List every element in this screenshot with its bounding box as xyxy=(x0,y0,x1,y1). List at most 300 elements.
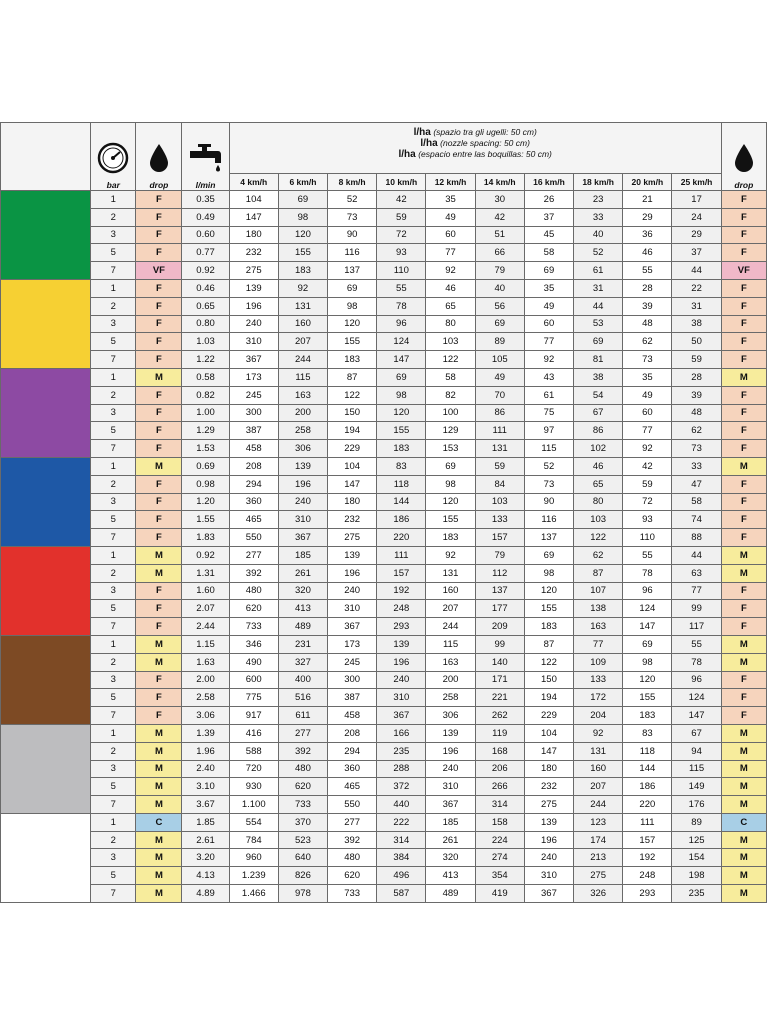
rate-cell: 90 xyxy=(328,226,377,244)
rate-cell: 204 xyxy=(574,707,623,725)
rate-cell: 67 xyxy=(574,404,623,422)
rate-cell: 180 xyxy=(524,760,573,778)
bar-cell: 1 xyxy=(91,279,136,297)
lmin-cell: 1.96 xyxy=(182,742,229,760)
drop-cell: F xyxy=(136,404,182,422)
speed-label: 4 km/h xyxy=(240,177,268,187)
rate-cell: 81 xyxy=(574,351,623,369)
rate-cell: 138 xyxy=(574,600,623,618)
rate-cell: 87 xyxy=(524,635,573,653)
rate-cell: 131 xyxy=(574,742,623,760)
bar-cell: 2 xyxy=(91,475,136,493)
rate-cell: 248 xyxy=(623,867,672,885)
rate-cell: 490 xyxy=(229,653,278,671)
drop-cell: F xyxy=(136,511,182,529)
rate-cell: 139 xyxy=(278,457,327,475)
lmin-cell: 1.85 xyxy=(182,813,229,831)
drop-right-cell: F xyxy=(721,404,766,422)
bar-cell: 5 xyxy=(91,511,136,529)
rate-cell: 73 xyxy=(328,208,377,226)
lmin-cell: 1.31 xyxy=(182,564,229,582)
drop-cell: M xyxy=(136,885,182,903)
rate-cell: 288 xyxy=(377,760,426,778)
rate-cell: 588 xyxy=(229,742,278,760)
rate-cell: 84 xyxy=(475,475,524,493)
rate-cell: 39 xyxy=(623,297,672,315)
lmin-cell: 0.80 xyxy=(182,315,229,333)
rate-cell: 43 xyxy=(524,368,573,386)
rate-cell: 274 xyxy=(475,849,524,867)
rate-cell: 209 xyxy=(475,618,524,636)
rate-cell: 120 xyxy=(623,671,672,689)
rate-cell: 183 xyxy=(328,351,377,369)
rate-cell: 620 xyxy=(328,867,377,885)
rate-cell: 157 xyxy=(623,831,672,849)
rate-cell: 139 xyxy=(328,546,377,564)
drop-cell: F xyxy=(136,618,182,636)
rate-cell: 183 xyxy=(524,618,573,636)
lmin-cell: 0.82 xyxy=(182,386,229,404)
drop-right-cell: F xyxy=(721,707,766,725)
rate-cell: 30 xyxy=(475,191,524,209)
rate-cell: 147 xyxy=(623,618,672,636)
rate-cell: 235 xyxy=(672,885,721,903)
rate-cell: 275 xyxy=(328,529,377,547)
rate-cell: 550 xyxy=(328,796,377,814)
bar-cell: 1 xyxy=(91,635,136,653)
bar-cell: 7 xyxy=(91,440,136,458)
rate-cell: 86 xyxy=(574,422,623,440)
speed-label-row xyxy=(230,173,721,190)
drop-right-cell: F xyxy=(721,244,766,262)
rate-cell: 42 xyxy=(475,208,524,226)
rate-cell: 61 xyxy=(574,262,623,280)
bar-cell: 1 xyxy=(91,368,136,386)
drop-right-cell: F xyxy=(721,386,766,404)
rate-cell: 61 xyxy=(524,386,573,404)
rate-cell: 120 xyxy=(377,404,426,422)
lmin-cell: 4.13 xyxy=(182,867,229,885)
drop-right-cell: F xyxy=(721,422,766,440)
rate-cell: 92 xyxy=(623,440,672,458)
rate-cell: 46 xyxy=(426,279,475,297)
rate-cell: 207 xyxy=(574,778,623,796)
lmin-cell: 4.89 xyxy=(182,885,229,903)
rate-cell: 62 xyxy=(672,422,721,440)
rate-cell: 222 xyxy=(377,813,426,831)
rate-note-es: (espacio entre las boquillas: 50 cm) xyxy=(418,149,552,159)
rate-cell: 59 xyxy=(672,351,721,369)
drop-right-cell: F xyxy=(721,226,766,244)
rate-cell: 92 xyxy=(524,351,573,369)
rate-cell: 36 xyxy=(623,226,672,244)
rate-cell: 62 xyxy=(574,546,623,564)
rate-cell: 17 xyxy=(672,191,721,209)
bar-cell: 1 xyxy=(91,191,136,209)
rate-cell: 97 xyxy=(524,422,573,440)
table-row xyxy=(1,475,767,493)
nozzle-color-swatch xyxy=(1,546,91,635)
rate-cell: 69 xyxy=(623,635,672,653)
rate-cell: 83 xyxy=(623,724,672,742)
rate-cell: 198 xyxy=(672,867,721,885)
drop-cell: F xyxy=(136,600,182,618)
rate-cell: 66 xyxy=(475,244,524,262)
drop-right-cell: F xyxy=(721,297,766,315)
rate-cell: 40 xyxy=(574,226,623,244)
rate-cell: 244 xyxy=(574,796,623,814)
rate-cell: 117 xyxy=(672,618,721,636)
table-row xyxy=(1,618,767,636)
rate-cell: 172 xyxy=(574,689,623,707)
bar-cell: 2 xyxy=(91,653,136,671)
rate-cell: 125 xyxy=(672,831,721,849)
rate-cell: 51 xyxy=(475,226,524,244)
drop-cell: M xyxy=(136,546,182,564)
rate-cell: 46 xyxy=(623,244,672,262)
rate-cell: 124 xyxy=(623,600,672,618)
rate-cell: 244 xyxy=(278,351,327,369)
rate-cell: 79 xyxy=(475,262,524,280)
header-blank-cell xyxy=(1,123,91,191)
bar-cell: 7 xyxy=(91,707,136,725)
rate-cell: 155 xyxy=(377,422,426,440)
rate-cell: 166 xyxy=(377,724,426,742)
rate-cell: 930 xyxy=(229,778,278,796)
lmin-cell: 3.20 xyxy=(182,849,229,867)
rate-cell: 137 xyxy=(328,262,377,280)
table-body xyxy=(1,191,767,903)
rate-cell: 31 xyxy=(574,279,623,297)
table-row xyxy=(1,315,767,333)
drop-cell: M xyxy=(136,796,182,814)
drop-cell: M xyxy=(136,368,182,386)
table-row xyxy=(1,351,767,369)
rate-cell: 33 xyxy=(574,208,623,226)
rate-cell: 29 xyxy=(672,226,721,244)
header-rate-cell xyxy=(229,123,721,191)
rate-cell: 200 xyxy=(426,671,475,689)
rate-cell: 277 xyxy=(278,724,327,742)
rate-cell: 100 xyxy=(426,404,475,422)
rate-cell: 392 xyxy=(328,831,377,849)
rate-cell: 171 xyxy=(475,671,524,689)
rate-cell: 416 xyxy=(229,724,278,742)
lmin-cell: 0.60 xyxy=(182,226,229,244)
speed-label: 6 km/h xyxy=(278,174,327,190)
rate-cell: 55 xyxy=(672,635,721,653)
bar-cell: 2 xyxy=(91,564,136,582)
drop-right-cell: M xyxy=(721,724,766,742)
rate-cell: 419 xyxy=(475,885,524,903)
rate-cell: 139 xyxy=(229,279,278,297)
rate-cell: 92 xyxy=(426,262,475,280)
rate-cell: 93 xyxy=(623,511,672,529)
rate-cell: 120 xyxy=(426,493,475,511)
rate-cell: 83 xyxy=(377,457,426,475)
header-row xyxy=(1,123,767,191)
rate-unit-es: l/ha xyxy=(398,149,416,160)
bar-cell: 5 xyxy=(91,778,136,796)
table-row xyxy=(1,244,767,262)
drop-right-cell: F xyxy=(721,191,766,209)
table-row xyxy=(1,849,767,867)
rate-cell: 207 xyxy=(426,600,475,618)
rate-cell: 109 xyxy=(574,653,623,671)
drop-right-cell: F xyxy=(721,671,766,689)
lmin-cell: 0.46 xyxy=(182,279,229,297)
rate-cell: 310 xyxy=(328,600,377,618)
drop-right-cell: F xyxy=(721,529,766,547)
rate-cell: 46 xyxy=(574,457,623,475)
rate-cell: 72 xyxy=(623,493,672,511)
drop-cell: F xyxy=(136,226,182,244)
rate-cell: 89 xyxy=(672,813,721,831)
lmin-cell: 1.83 xyxy=(182,529,229,547)
rate-cell: 240 xyxy=(229,315,278,333)
rate-cell: 31 xyxy=(672,297,721,315)
rate-cell: 129 xyxy=(426,422,475,440)
rate-cell: 231 xyxy=(278,635,327,653)
nozzle-table-container xyxy=(0,122,767,900)
rate-cell: 458 xyxy=(328,707,377,725)
rate-cell: 826 xyxy=(278,867,327,885)
rate-cell: 480 xyxy=(278,760,327,778)
rate-cell: 105 xyxy=(475,351,524,369)
rate-cell: 917 xyxy=(229,707,278,725)
rate-cell: 70 xyxy=(475,386,524,404)
nozzle-color-swatch xyxy=(1,279,91,368)
rate-cell: 587 xyxy=(377,885,426,903)
table-row xyxy=(1,600,767,618)
lmin-cell: 1.15 xyxy=(182,635,229,653)
rate-cell: 183 xyxy=(278,262,327,280)
rate-cell: 87 xyxy=(574,564,623,582)
drop-cell: M xyxy=(136,457,182,475)
drop-right-cell: M xyxy=(721,867,766,885)
bar-cell: 2 xyxy=(91,386,136,404)
drop-cell: F xyxy=(136,191,182,209)
rate-cell: 98 xyxy=(524,564,573,582)
rate-cell: 77 xyxy=(524,333,573,351)
bar-cell: 1 xyxy=(91,546,136,564)
rate-cell: 244 xyxy=(426,618,475,636)
speed-label: 10 km/h xyxy=(376,174,425,190)
rate-cell: 120 xyxy=(524,582,573,600)
drop-cell: F xyxy=(136,297,182,315)
lmin-cell: 0.92 xyxy=(182,546,229,564)
drop-right-cell: M xyxy=(721,831,766,849)
rate-cell: 37 xyxy=(524,208,573,226)
rate-cell: 52 xyxy=(328,191,377,209)
rate-cell: 77 xyxy=(574,635,623,653)
rate-cell: 489 xyxy=(278,618,327,636)
rate-cell: 35 xyxy=(524,279,573,297)
rate-cell: 124 xyxy=(377,333,426,351)
table-row xyxy=(1,885,767,903)
rate-cell: 550 xyxy=(229,529,278,547)
bar-cell: 1 xyxy=(91,724,136,742)
rate-cell: 45 xyxy=(524,226,573,244)
rate-cell: 245 xyxy=(229,386,278,404)
rate-cell: 111 xyxy=(475,422,524,440)
rate-cell: 144 xyxy=(377,493,426,511)
drop-cell: F xyxy=(136,386,182,404)
drop-cell: F xyxy=(136,707,182,725)
rate-cell: 300 xyxy=(328,671,377,689)
drop-label: drop xyxy=(149,180,169,190)
rate-cell: 49 xyxy=(426,208,475,226)
rate-cell: 261 xyxy=(426,831,475,849)
rate-cell: 133 xyxy=(574,671,623,689)
table-row xyxy=(1,689,767,707)
rate-cell: 78 xyxy=(672,653,721,671)
rate-cell: 240 xyxy=(426,760,475,778)
drop-cell: M xyxy=(136,635,182,653)
rate-cell: 207 xyxy=(278,333,327,351)
table-row xyxy=(1,796,767,814)
rate-cell: 275 xyxy=(229,262,278,280)
rate-cell: 258 xyxy=(426,689,475,707)
rate-cell: 92 xyxy=(426,546,475,564)
rate-cell: 277 xyxy=(328,813,377,831)
rate-cell: 186 xyxy=(623,778,672,796)
table-row xyxy=(1,511,767,529)
rate-cell: 153 xyxy=(426,440,475,458)
rate-cell: 733 xyxy=(278,796,327,814)
drop-right-cell: F xyxy=(721,351,766,369)
header-drop-right-cell xyxy=(721,123,766,191)
rate-cell: 107 xyxy=(574,582,623,600)
rate-cell: 104 xyxy=(229,191,278,209)
rate-cell: 28 xyxy=(672,368,721,386)
rate-cell: 118 xyxy=(623,742,672,760)
rate-cell: 400 xyxy=(278,671,327,689)
rate-cell: 69 xyxy=(475,315,524,333)
rate-cell: 147 xyxy=(229,208,278,226)
rate-cell: 50 xyxy=(672,333,721,351)
rate-cell: 49 xyxy=(475,368,524,386)
table-row xyxy=(1,671,767,689)
rate-cell: 80 xyxy=(426,315,475,333)
rate-cell: 29 xyxy=(623,208,672,226)
bar-cell: 5 xyxy=(91,244,136,262)
drop-cell: F xyxy=(136,440,182,458)
rate-cell: 115 xyxy=(278,368,327,386)
lmin-cell: 2.61 xyxy=(182,831,229,849)
rate-cell: 392 xyxy=(278,742,327,760)
table-row xyxy=(1,867,767,885)
table-row xyxy=(1,742,767,760)
rate-cell: 248 xyxy=(377,600,426,618)
bar-cell: 3 xyxy=(91,671,136,689)
rate-cell: 229 xyxy=(524,707,573,725)
table-row xyxy=(1,564,767,582)
rate-cell: 155 xyxy=(623,689,672,707)
rate-cell: 154 xyxy=(672,849,721,867)
rate-cell: 784 xyxy=(229,831,278,849)
rate-cell: 611 xyxy=(278,707,327,725)
drop-right-cell: F xyxy=(721,582,766,600)
rate-cell: 387 xyxy=(328,689,377,707)
bar-cell: 2 xyxy=(91,208,136,226)
rate-cell: 62 xyxy=(623,333,672,351)
rate-cell: 139 xyxy=(377,635,426,653)
bar-cell: 5 xyxy=(91,689,136,707)
rate-cell: 326 xyxy=(574,885,623,903)
rate-cell: 261 xyxy=(278,564,327,582)
lmin-cell: 1.22 xyxy=(182,351,229,369)
rate-cell: 310 xyxy=(524,867,573,885)
table-row xyxy=(1,778,767,796)
rate-cell: 111 xyxy=(623,813,672,831)
rate-cell: 59 xyxy=(377,208,426,226)
lmin-cell: 1.39 xyxy=(182,724,229,742)
rate-cell: 147 xyxy=(328,475,377,493)
rate-cell: 98 xyxy=(623,653,672,671)
rate-cell: 465 xyxy=(229,511,278,529)
drop-cell: F xyxy=(136,315,182,333)
rate-cell: 58 xyxy=(672,493,721,511)
rate-cell: 183 xyxy=(377,440,426,458)
rate-cell: 413 xyxy=(426,867,475,885)
rate-cell: 137 xyxy=(475,582,524,600)
rate-cell: 240 xyxy=(278,493,327,511)
lmin-cell: 0.35 xyxy=(182,191,229,209)
rate-cell: 200 xyxy=(278,404,327,422)
rate-cell: 300 xyxy=(229,404,278,422)
drop-cell: C xyxy=(136,813,182,831)
rate-cell: 131 xyxy=(278,297,327,315)
bar-cell: 2 xyxy=(91,297,136,315)
rate-cell: 480 xyxy=(328,849,377,867)
table-row xyxy=(1,368,767,386)
rate-cell: 111 xyxy=(377,546,426,564)
rate-cell: 60 xyxy=(623,404,672,422)
bar-cell: 3 xyxy=(91,226,136,244)
lmin-cell: 0.92 xyxy=(182,262,229,280)
table-row xyxy=(1,582,767,600)
rate-cell: 103 xyxy=(574,511,623,529)
drop-right-cell: F xyxy=(721,600,766,618)
nozzle-color-swatch xyxy=(1,368,91,457)
rate-cell: 137 xyxy=(524,529,573,547)
drop-right-cell: M xyxy=(721,457,766,475)
rate-cell: 65 xyxy=(426,297,475,315)
lmin-cell: 1.63 xyxy=(182,653,229,671)
rate-cell: 59 xyxy=(475,457,524,475)
pressure-gauge-icon xyxy=(96,141,130,175)
table-row xyxy=(1,404,767,422)
rate-cell: 69 xyxy=(377,368,426,386)
rate-cell: 67 xyxy=(672,724,721,742)
rate-cell: 440 xyxy=(377,796,426,814)
rate-cell: 120 xyxy=(278,226,327,244)
lmin-cell: 1.29 xyxy=(182,422,229,440)
rate-cell: 245 xyxy=(328,653,377,671)
lmin-cell: 1.20 xyxy=(182,493,229,511)
rate-cell: 327 xyxy=(278,653,327,671)
rate-cell: 155 xyxy=(328,333,377,351)
drop-cell: M xyxy=(136,760,182,778)
rate-cell: 56 xyxy=(475,297,524,315)
rate-cell: 180 xyxy=(229,226,278,244)
rate-cell: 47 xyxy=(672,475,721,493)
rate-cell: 60 xyxy=(426,226,475,244)
rate-cell: 116 xyxy=(524,511,573,529)
rate-cell: 160 xyxy=(574,760,623,778)
drop-cell: M xyxy=(136,653,182,671)
